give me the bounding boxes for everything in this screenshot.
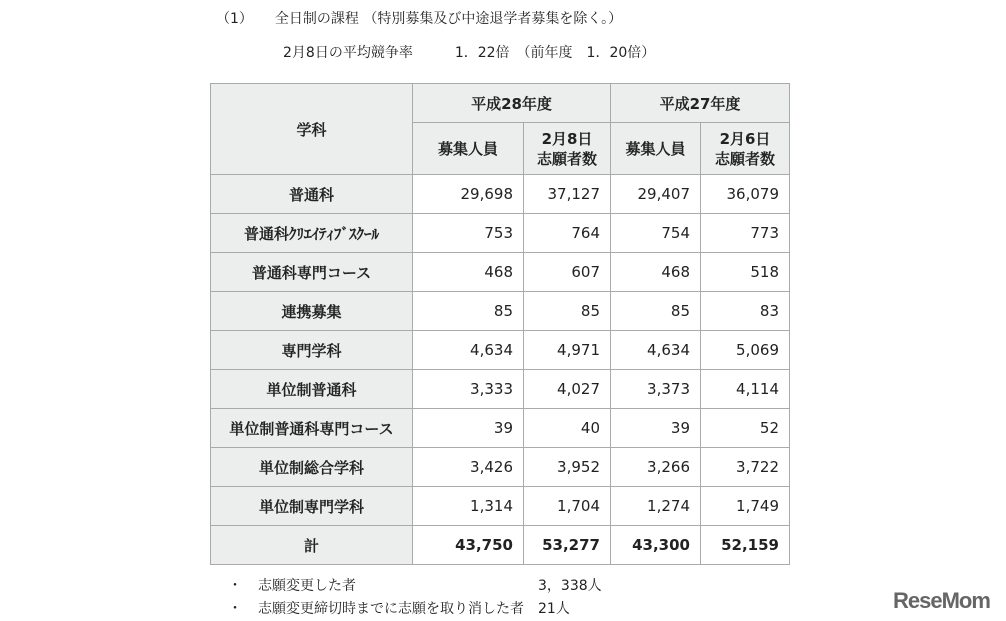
cell-value: 43,300 [611, 526, 701, 565]
cell-value: 85 [524, 292, 611, 331]
cell-value: 39 [611, 409, 701, 448]
cell-value: 39 [413, 409, 524, 448]
cell-value: 83 [701, 292, 790, 331]
cell-value: 3,373 [611, 370, 701, 409]
cell-value: 4,634 [413, 331, 524, 370]
row-label: 普通科専門コース [211, 253, 413, 292]
cell-value: 3,722 [701, 448, 790, 487]
cell-value: 607 [524, 253, 611, 292]
cell-value: 29,698 [413, 175, 524, 214]
cell-value: 4,114 [701, 370, 790, 409]
table-row [211, 331, 790, 370]
table-row [211, 253, 790, 292]
cell-value: 52,159 [701, 526, 790, 565]
table-row [211, 292, 790, 331]
table-row [211, 370, 790, 409]
row-label: 単位制普通科専門コース [211, 409, 413, 448]
note-item: ・ 志願変更締切時までに志願を取り消した者 21人 [228, 601, 570, 617]
cell-value: 764 [524, 214, 611, 253]
header-quota-h28: 募集人員 [413, 123, 524, 175]
cell-value: 1,314 [413, 487, 524, 526]
section-number: （1） [216, 11, 253, 27]
header-year-h27: 平成27年度 [611, 84, 790, 123]
row-label: 計 [211, 526, 413, 565]
cell-value: 43,750 [413, 526, 524, 565]
cell-value: 4,971 [524, 331, 611, 370]
table-row [211, 175, 790, 214]
section-heading [216, 8, 644, 28]
table-row [211, 214, 790, 253]
cell-value: 5,069 [701, 331, 790, 370]
table-row [211, 448, 790, 487]
cell-value: 468 [611, 253, 701, 292]
cell-value: 1,749 [701, 487, 790, 526]
cell-value: 85 [413, 292, 524, 331]
cell-value: 4,027 [524, 370, 611, 409]
cell-value: 40 [524, 409, 611, 448]
header-applicants-h28: 2月8日 志願者数 [524, 123, 611, 175]
cell-value: 1,704 [524, 487, 611, 526]
cell-value: 36,079 [701, 175, 790, 214]
row-label: 単位制普通科 [211, 370, 413, 409]
row-label: 専門学科 [211, 331, 413, 370]
cell-value: 3,952 [524, 448, 611, 487]
cell-value: 52 [701, 409, 790, 448]
table-row [211, 526, 790, 565]
cell-value: 85 [611, 292, 701, 331]
header-year-h28: 平成28年度 [413, 84, 611, 123]
cell-value: 518 [701, 253, 790, 292]
header-department: 学科 [211, 84, 413, 175]
row-label: 普通科 [211, 175, 413, 214]
header-applicants-h27: 2月6日 志願者数 [701, 123, 790, 175]
table-row [211, 487, 790, 526]
cell-value: 37,127 [524, 175, 611, 214]
section-title: 全日制の課程 （特別募集及び中途退学者募集を除く。） [274, 11, 623, 27]
cell-value: 1,274 [611, 487, 701, 526]
cell-value: 3,266 [611, 448, 701, 487]
note-item: ・ 志願変更した者 3，338人 [228, 578, 602, 594]
cell-value: 3,333 [413, 370, 524, 409]
row-label: 連携募集 [211, 292, 413, 331]
cell-value: 29,407 [611, 175, 701, 214]
cell-value: 4,634 [611, 331, 701, 370]
cell-value: 3,426 [413, 448, 524, 487]
average-rate: 2月8日の平均競争率 1．22倍 （前年度 1．20倍） [283, 45, 656, 61]
cell-value: 753 [413, 214, 524, 253]
cell-value: 754 [611, 214, 701, 253]
notes [228, 575, 602, 621]
table-row [211, 409, 790, 448]
header-quota-h27: 募集人員 [611, 123, 701, 175]
resemom-logo: ReseMom [893, 588, 990, 613]
row-label: 単位制総合学科 [211, 448, 413, 487]
cell-value: 53,277 [524, 526, 611, 565]
row-label: 普通科ｸﾘｴｲﾃｨﾌﾞｽｸｰﾙ [211, 214, 413, 253]
applicants-table [210, 83, 790, 565]
cell-value: 468 [413, 253, 524, 292]
row-label: 単位制専門学科 [211, 487, 413, 526]
cell-value: 773 [701, 214, 790, 253]
